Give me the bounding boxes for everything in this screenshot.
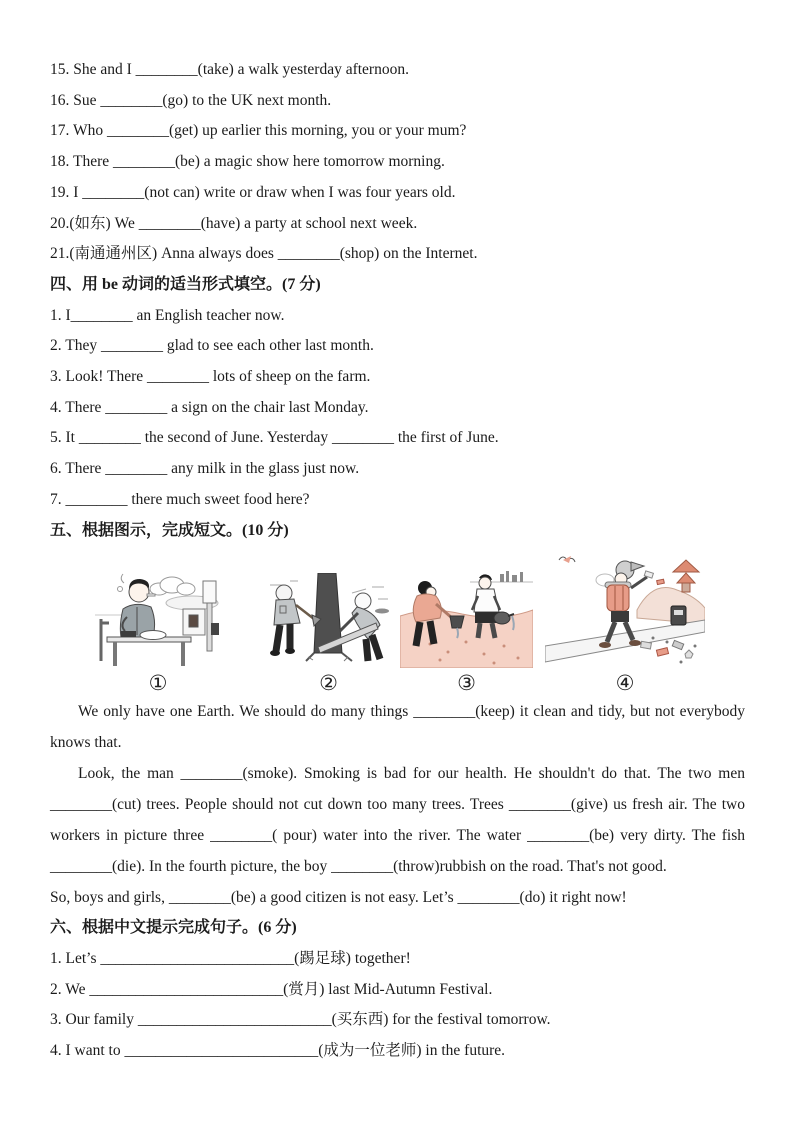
question-17: 17. Who ________(get) up earlier this morning, you or your mum?: [50, 122, 467, 140]
section-three-questions: [50, 55, 745, 270]
s4-question-6: 6. There ________ any milk in the glass just now.: [50, 460, 360, 478]
question-15: 15. She and I ________(take) a walk yesterday afternoon.: [50, 61, 409, 78]
question-20: 20.(如东) We ________(have) a party at school next week.: [50, 214, 418, 232]
section-four-questions: [50, 301, 745, 516]
s4-question-1: 1. I________ an English teacher now.: [50, 306, 285, 324]
backpack: [607, 585, 629, 611]
question-16: 16. Sue ________(go) to the UK next month.: [50, 91, 332, 109]
passage-paragraph-3: So, boys and girls, ________(be) a good citizen is not easy. Let’s ________(do) it right now!: [50, 889, 627, 907]
pagoda: [673, 560, 699, 592]
section-four-title: 四、用 be 动词的适当形式填空。(7 分): [50, 275, 321, 293]
question-18: 18. There ________(be) a magic show here tomorrow morning.: [50, 153, 445, 171]
s6-question-1: 1. Let’s _________________________(踢足球) together!: [50, 949, 411, 967]
figure-4-littering-boy: [545, 550, 705, 696]
s4-question-2: 2. They ________ glad to see each other last month.: [50, 337, 374, 355]
illustration-row: [50, 546, 745, 696]
passage-paragraph-1: We only have one Earth. We should do many things ________(keep) it clean and tidy, but not everybody knows that.: [50, 703, 745, 752]
s6-question-3: 3. Our family _________________________(买东西) for the festival tomorrow.: [50, 1011, 551, 1029]
s6-question-2: 2. We _________________________(赏月) last Mid-Autumn Festival.: [50, 980, 493, 998]
bird: [559, 556, 575, 563]
s4-question-3: 3. Look! There ________ lots of sheep on the farm.: [50, 368, 371, 386]
pouring-water-illustration: [400, 566, 533, 668]
section-six-questions: [50, 944, 745, 1067]
figure-3-label: ③: [457, 671, 476, 696]
littering-boy-illustration: [545, 550, 705, 668]
s4-question-5: 5. It ________ the second of June. Yesterday ________ the first of June.: [50, 429, 499, 447]
tree-cutting-illustration: [260, 573, 397, 668]
figure-1-label: ①: [148, 671, 168, 696]
kettle: [494, 612, 510, 624]
section-six-title: 六、根据中文提示完成句子。(6 分): [50, 919, 297, 937]
bucket: [450, 616, 464, 628]
section-five-title: 五、根据图示，完成短文。(10 分): [50, 521, 289, 539]
worker-with-axe: [270, 585, 321, 656]
figure-2-tree-cutting: [260, 573, 397, 696]
s4-question-4: 4. There ________ a sign on the chair last Monday.: [50, 398, 369, 416]
figure-4-label: ④: [615, 671, 635, 696]
smoking-man-illustration: [93, 573, 223, 668]
rubbish-bin: [671, 606, 686, 625]
passage-paragraph-2: Look, the man ________(smoke). Smoking is bad for our health. He shouldn't do that. The two men ________(cut) trees. People should not cut down too many trees. Trees ________(give) us fresh air. The two workers in picture three ________( pour) water into the river. The water ________(be) very dirty. The fish ________(die). In the fourth picture, the boy ________(throw)rubbish on the road. That's not good.: [50, 765, 745, 876]
desk: [107, 631, 191, 667]
question-21: 21.(南通通州区) Anna always does ________(shop) on the Internet.: [50, 245, 478, 263]
s6-question-4: 4. I want to _________________________(成为一位老师) in the future.: [50, 1042, 506, 1060]
city-skyline: [500, 571, 523, 582]
question-19: 19. I ________(not can) write or draw when I was four years old.: [50, 183, 456, 201]
figure-1-smoking-man: [93, 573, 223, 696]
s4-question-7: 7. ________ there much sweet food here?: [50, 490, 310, 508]
figure-2-label: ②: [319, 671, 338, 696]
figure-3-pouring-water: [400, 566, 533, 696]
